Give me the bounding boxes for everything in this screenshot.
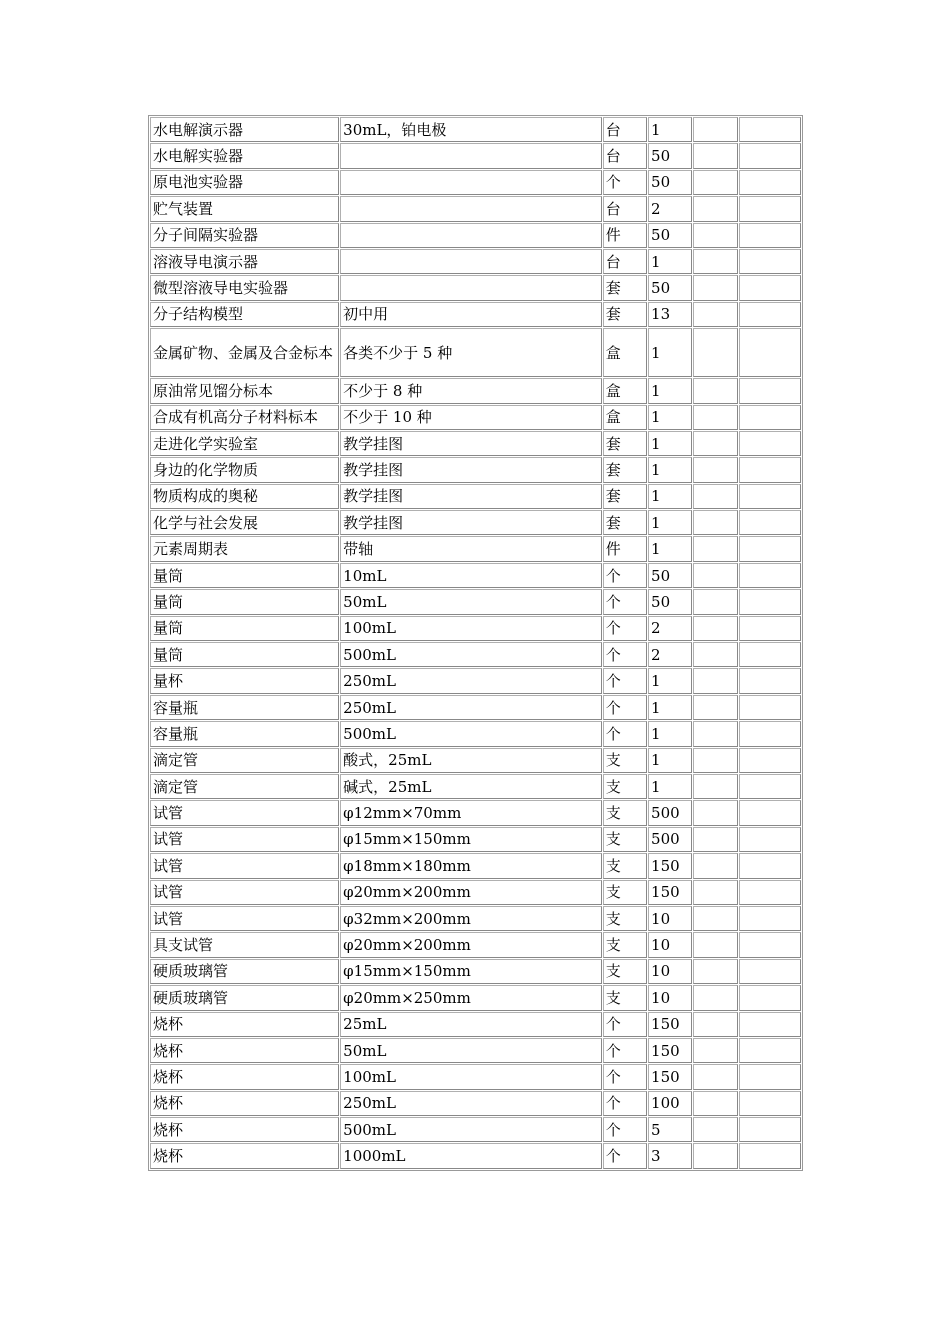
unit-cell: 个 — [603, 589, 647, 614]
item-name-cell: 化学与社会发展 — [150, 510, 339, 535]
empty-cell — [693, 1064, 737, 1089]
unit-cell: 盒 — [603, 378, 647, 403]
table-row — [150, 668, 801, 693]
empty-cell — [693, 668, 737, 693]
spec-cell: 初中用 — [340, 302, 602, 327]
unit-cell: 套 — [603, 510, 647, 535]
unit-cell: 个 — [603, 563, 647, 588]
item-name-cell: 具支试管 — [150, 932, 339, 957]
empty-cell — [739, 616, 801, 641]
quantity-cell: 1 — [648, 405, 692, 430]
empty-cell — [739, 959, 801, 984]
empty-cell — [693, 563, 737, 588]
empty-cell — [739, 853, 801, 878]
empty-cell — [739, 774, 801, 799]
table-row — [150, 827, 801, 852]
empty-cell — [739, 721, 801, 746]
item-name-cell: 硬质玻璃管 — [150, 959, 339, 984]
item-name-cell: 水电解实验器 — [150, 143, 339, 168]
unit-cell: 盒 — [603, 328, 647, 377]
quantity-cell: 3 — [648, 1143, 692, 1168]
spec-cell: 各类不少于 5 种 — [340, 328, 602, 377]
table-row — [150, 906, 801, 931]
spec-cell: 教学挂图 — [340, 484, 602, 509]
item-name-cell: 合成有机高分子材料标本 — [150, 405, 339, 430]
empty-cell — [739, 249, 801, 274]
unit-cell: 个 — [603, 616, 647, 641]
quantity-cell: 1 — [648, 536, 692, 561]
unit-cell: 支 — [603, 853, 647, 878]
empty-cell — [693, 853, 737, 878]
quantity-cell: 500 — [648, 800, 692, 825]
quantity-cell: 2 — [648, 616, 692, 641]
empty-cell — [739, 143, 801, 168]
equipment-table-body — [150, 117, 801, 1169]
empty-cell — [739, 484, 801, 509]
item-name-cell: 身边的化学物质 — [150, 457, 339, 482]
empty-cell — [693, 275, 737, 300]
item-name-cell: 烧杯 — [150, 1038, 339, 1063]
empty-cell — [739, 985, 801, 1010]
table-row — [150, 1143, 801, 1168]
item-name-cell: 金属矿物、金属及合金标本 — [150, 328, 339, 377]
empty-cell — [693, 906, 737, 931]
unit-cell: 支 — [603, 748, 647, 773]
unit-cell: 个 — [603, 1091, 647, 1116]
quantity-cell: 150 — [648, 1038, 692, 1063]
quantity-cell: 2 — [648, 642, 692, 667]
empty-cell — [693, 827, 737, 852]
table-row — [150, 959, 801, 984]
empty-cell — [739, 170, 801, 195]
quantity-cell: 50 — [648, 223, 692, 248]
table-row — [150, 484, 801, 509]
empty-cell — [739, 223, 801, 248]
empty-cell — [739, 589, 801, 614]
quantity-cell: 1 — [648, 774, 692, 799]
unit-cell: 个 — [603, 668, 647, 693]
table-row — [150, 589, 801, 614]
quantity-cell: 100 — [648, 1091, 692, 1116]
unit-cell: 个 — [603, 642, 647, 667]
unit-cell: 支 — [603, 932, 647, 957]
empty-cell — [693, 800, 737, 825]
table-row — [150, 1091, 801, 1116]
item-name-cell: 原油常见馏分标本 — [150, 378, 339, 403]
empty-cell — [739, 405, 801, 430]
empty-cell — [693, 774, 737, 799]
quantity-cell: 1 — [648, 431, 692, 456]
unit-cell: 支 — [603, 774, 647, 799]
spec-cell: 100mL — [340, 1064, 602, 1089]
unit-cell: 支 — [603, 959, 647, 984]
empty-cell — [739, 117, 801, 142]
spec-cell: 500mL — [340, 721, 602, 746]
empty-cell — [739, 880, 801, 905]
quantity-cell: 1 — [648, 484, 692, 509]
empty-cell — [693, 589, 737, 614]
empty-cell — [693, 196, 737, 221]
unit-cell: 件 — [603, 536, 647, 561]
quantity-cell: 13 — [648, 302, 692, 327]
table-row — [150, 170, 801, 195]
unit-cell: 套 — [603, 275, 647, 300]
empty-cell — [693, 302, 737, 327]
table-row — [150, 800, 801, 825]
item-name-cell: 滴定管 — [150, 774, 339, 799]
spec-cell: 带轴 — [340, 536, 602, 561]
item-name-cell: 滴定管 — [150, 748, 339, 773]
empty-cell — [739, 668, 801, 693]
item-name-cell: 量筒 — [150, 589, 339, 614]
unit-cell: 个 — [603, 695, 647, 720]
empty-cell — [739, 906, 801, 931]
unit-cell: 个 — [603, 170, 647, 195]
spec-cell: 250mL — [340, 1091, 602, 1116]
table-row — [150, 117, 801, 142]
table-row — [150, 880, 801, 905]
empty-cell — [693, 1117, 737, 1142]
table-row — [150, 748, 801, 773]
table-row — [150, 616, 801, 641]
spec-cell — [340, 249, 602, 274]
table-row — [150, 1012, 801, 1037]
spec-cell: φ20mm×200mm — [340, 880, 602, 905]
spec-cell: φ20mm×200mm — [340, 932, 602, 957]
item-name-cell: 物质构成的奥秘 — [150, 484, 339, 509]
quantity-cell: 1 — [648, 695, 692, 720]
quantity-cell: 150 — [648, 1012, 692, 1037]
empty-cell — [739, 328, 801, 377]
equipment-table — [148, 115, 803, 1171]
quantity-cell: 1 — [648, 457, 692, 482]
unit-cell: 个 — [603, 1117, 647, 1142]
empty-cell — [693, 959, 737, 984]
table-row — [150, 405, 801, 430]
spec-cell: φ20mm×250mm — [340, 985, 602, 1010]
table-row — [150, 143, 801, 168]
empty-cell — [739, 536, 801, 561]
quantity-cell: 50 — [648, 563, 692, 588]
empty-cell — [739, 196, 801, 221]
spec-cell: 10mL — [340, 563, 602, 588]
quantity-cell: 50 — [648, 170, 692, 195]
table-row — [150, 223, 801, 248]
item-name-cell: 试管 — [150, 800, 339, 825]
spec-cell: 教学挂图 — [340, 457, 602, 482]
empty-cell — [693, 748, 737, 773]
table-row — [150, 774, 801, 799]
item-name-cell: 试管 — [150, 906, 339, 931]
table-row — [150, 510, 801, 535]
quantity-cell: 10 — [648, 906, 692, 931]
quantity-cell: 50 — [648, 143, 692, 168]
empty-cell — [739, 695, 801, 720]
empty-cell — [739, 1091, 801, 1116]
unit-cell: 台 — [603, 249, 647, 274]
table-row — [150, 563, 801, 588]
item-name-cell: 烧杯 — [150, 1117, 339, 1142]
empty-cell — [739, 275, 801, 300]
item-name-cell: 微型溶液导电实验器 — [150, 275, 339, 300]
item-name-cell: 烧杯 — [150, 1012, 339, 1037]
empty-cell — [739, 1038, 801, 1063]
quantity-cell: 150 — [648, 853, 692, 878]
empty-cell — [693, 170, 737, 195]
empty-cell — [739, 932, 801, 957]
spec-cell: 酸式，25mL — [340, 748, 602, 773]
empty-cell — [739, 1117, 801, 1142]
empty-cell — [693, 985, 737, 1010]
spec-cell: φ15mm×150mm — [340, 959, 602, 984]
empty-cell — [693, 510, 737, 535]
unit-cell: 盒 — [603, 405, 647, 430]
quantity-cell: 1 — [648, 668, 692, 693]
empty-cell — [693, 484, 737, 509]
empty-cell — [739, 563, 801, 588]
table-row — [150, 275, 801, 300]
quantity-cell: 50 — [648, 589, 692, 614]
item-name-cell: 试管 — [150, 880, 339, 905]
empty-cell — [739, 827, 801, 852]
quantity-cell: 150 — [648, 880, 692, 905]
empty-cell — [739, 1143, 801, 1168]
table-row — [150, 1117, 801, 1142]
empty-cell — [693, 117, 737, 142]
quantity-cell: 1 — [648, 721, 692, 746]
spec-cell: 30mL，铂电极 — [340, 117, 602, 142]
spec-cell: 不少于 10 种 — [340, 405, 602, 430]
spec-cell: 250mL — [340, 668, 602, 693]
spec-cell: φ32mm×200mm — [340, 906, 602, 931]
empty-cell — [739, 1012, 801, 1037]
spec-cell: 不少于 8 种 — [340, 378, 602, 403]
unit-cell: 套 — [603, 484, 647, 509]
empty-cell — [693, 328, 737, 377]
item-name-cell: 量杯 — [150, 668, 339, 693]
empty-cell — [693, 405, 737, 430]
table-row — [150, 196, 801, 221]
unit-cell: 套 — [603, 302, 647, 327]
empty-cell — [739, 800, 801, 825]
empty-cell — [693, 721, 737, 746]
spec-cell — [340, 170, 602, 195]
spec-cell: 1000mL — [340, 1143, 602, 1168]
empty-cell — [739, 748, 801, 773]
table-row — [150, 302, 801, 327]
quantity-cell: 2 — [648, 196, 692, 221]
quantity-cell: 1 — [648, 510, 692, 535]
empty-cell — [693, 642, 737, 667]
item-name-cell: 量筒 — [150, 563, 339, 588]
spec-cell: 碱式，25mL — [340, 774, 602, 799]
unit-cell: 套 — [603, 431, 647, 456]
empty-cell — [693, 249, 737, 274]
unit-cell: 个 — [603, 1064, 647, 1089]
quantity-cell: 1 — [648, 378, 692, 403]
item-name-cell: 烧杯 — [150, 1064, 339, 1089]
spec-cell: 25mL — [340, 1012, 602, 1037]
quantity-cell: 1 — [648, 249, 692, 274]
item-name-cell: 试管 — [150, 853, 339, 878]
spec-cell — [340, 143, 602, 168]
item-name-cell: 容量瓶 — [150, 721, 339, 746]
unit-cell: 个 — [603, 721, 647, 746]
empty-cell — [693, 223, 737, 248]
unit-cell: 支 — [603, 800, 647, 825]
table-row — [150, 985, 801, 1010]
spec-cell: 100mL — [340, 616, 602, 641]
item-name-cell: 试管 — [150, 827, 339, 852]
table-row — [150, 457, 801, 482]
spec-cell: φ15mm×150mm — [340, 827, 602, 852]
item-name-cell: 元素周期表 — [150, 536, 339, 561]
item-name-cell: 原电池实验器 — [150, 170, 339, 195]
empty-cell — [693, 616, 737, 641]
item-name-cell: 贮气装置 — [150, 196, 339, 221]
table-row — [150, 1038, 801, 1063]
item-name-cell: 分子间隔实验器 — [150, 223, 339, 248]
spec-cell — [340, 223, 602, 248]
table-row — [150, 249, 801, 274]
spec-cell: 教学挂图 — [340, 510, 602, 535]
unit-cell: 支 — [603, 880, 647, 905]
empty-cell — [693, 378, 737, 403]
empty-cell — [693, 143, 737, 168]
spec-cell: 500mL — [340, 642, 602, 667]
quantity-cell: 5 — [648, 1117, 692, 1142]
empty-cell — [693, 880, 737, 905]
quantity-cell: 150 — [648, 1064, 692, 1089]
unit-cell: 台 — [603, 143, 647, 168]
table-row — [150, 695, 801, 720]
table-row — [150, 536, 801, 561]
unit-cell: 个 — [603, 1038, 647, 1063]
unit-cell: 台 — [603, 117, 647, 142]
spec-cell: 教学挂图 — [340, 431, 602, 456]
table-row — [150, 1064, 801, 1089]
item-name-cell: 水电解演示器 — [150, 117, 339, 142]
empty-cell — [739, 302, 801, 327]
item-name-cell: 烧杯 — [150, 1091, 339, 1116]
quantity-cell: 10 — [648, 985, 692, 1010]
empty-cell — [693, 431, 737, 456]
quantity-cell: 10 — [648, 932, 692, 957]
table-row — [150, 721, 801, 746]
spec-cell: 500mL — [340, 1117, 602, 1142]
item-name-cell: 量筒 — [150, 616, 339, 641]
item-name-cell: 走进化学实验室 — [150, 431, 339, 456]
empty-cell — [693, 457, 737, 482]
unit-cell: 支 — [603, 906, 647, 931]
unit-cell: 支 — [603, 827, 647, 852]
empty-cell — [693, 932, 737, 957]
spec-cell: φ18mm×180mm — [340, 853, 602, 878]
item-name-cell: 分子结构模型 — [150, 302, 339, 327]
spec-cell: 50mL — [340, 1038, 602, 1063]
item-name-cell: 容量瓶 — [150, 695, 339, 720]
spec-cell: 50mL — [340, 589, 602, 614]
item-name-cell: 溶液导电演示器 — [150, 249, 339, 274]
empty-cell — [693, 695, 737, 720]
empty-cell — [693, 1143, 737, 1168]
table-row — [150, 378, 801, 403]
empty-cell — [739, 378, 801, 403]
quantity-cell: 50 — [648, 275, 692, 300]
item-name-cell: 硬质玻璃管 — [150, 985, 339, 1010]
quantity-cell: 1 — [648, 748, 692, 773]
table-row — [150, 328, 801, 377]
empty-cell — [693, 1012, 737, 1037]
empty-cell — [739, 642, 801, 667]
quantity-cell: 10 — [648, 959, 692, 984]
table-row — [150, 642, 801, 667]
empty-cell — [693, 1091, 737, 1116]
table-row — [150, 853, 801, 878]
item-name-cell: 烧杯 — [150, 1143, 339, 1168]
empty-cell — [693, 536, 737, 561]
quantity-cell: 500 — [648, 827, 692, 852]
unit-cell: 个 — [603, 1012, 647, 1037]
unit-cell: 台 — [603, 196, 647, 221]
empty-cell — [739, 1064, 801, 1089]
spec-cell — [340, 196, 602, 221]
spec-cell — [340, 275, 602, 300]
spec-cell: φ12mm×70mm — [340, 800, 602, 825]
unit-cell: 个 — [603, 1143, 647, 1168]
table-row — [150, 932, 801, 957]
quantity-cell: 1 — [648, 328, 692, 377]
unit-cell: 支 — [603, 985, 647, 1010]
empty-cell — [739, 457, 801, 482]
empty-cell — [739, 510, 801, 535]
empty-cell — [739, 431, 801, 456]
spec-cell: 250mL — [340, 695, 602, 720]
table-row — [150, 431, 801, 456]
unit-cell: 件 — [603, 223, 647, 248]
unit-cell: 套 — [603, 457, 647, 482]
empty-cell — [693, 1038, 737, 1063]
quantity-cell: 1 — [648, 117, 692, 142]
item-name-cell: 量筒 — [150, 642, 339, 667]
